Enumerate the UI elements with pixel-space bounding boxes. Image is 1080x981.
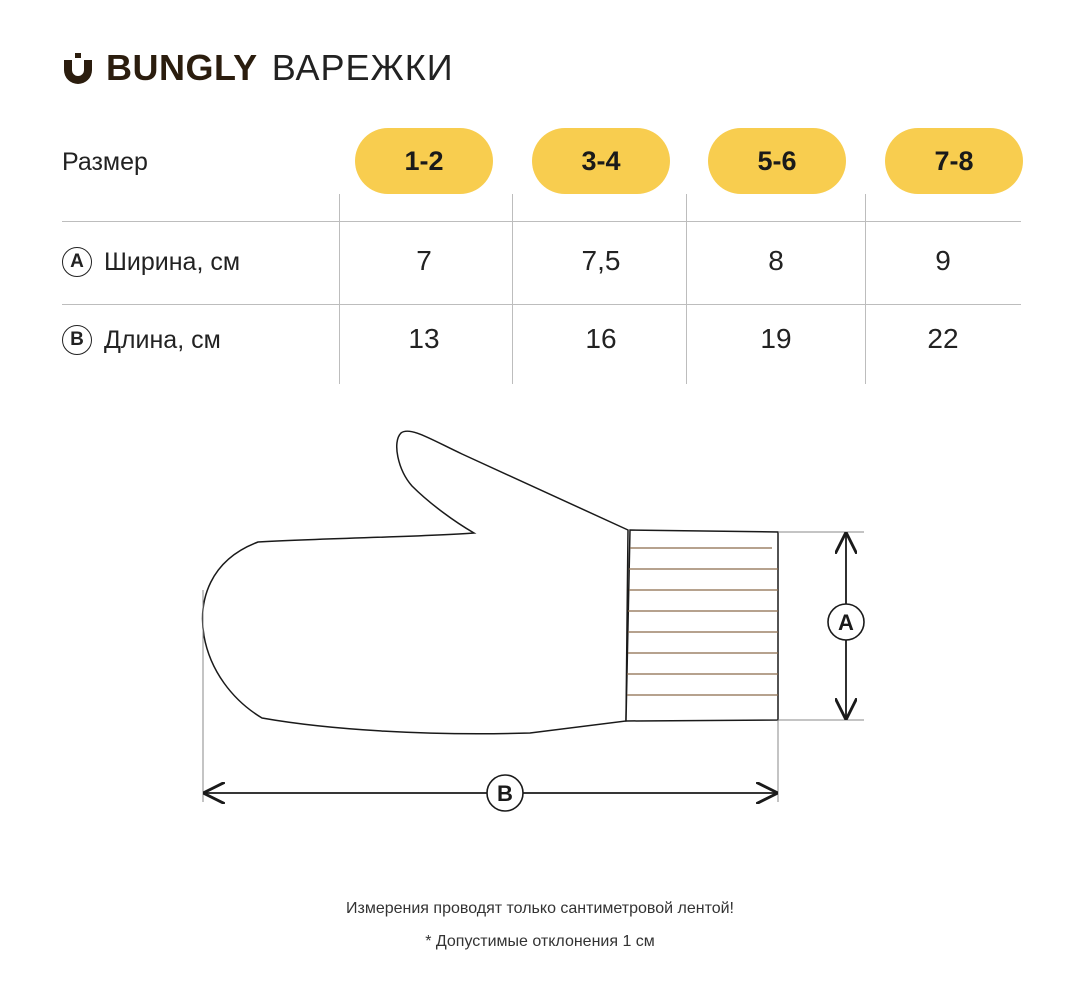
badge-b: B — [62, 325, 92, 355]
table-cell: 7,5 — [581, 245, 621, 276]
table-cell: 8 — [768, 245, 784, 276]
table-cell: 19 — [760, 323, 792, 354]
table-cell: 22 — [927, 323, 959, 354]
header — [60, 40, 454, 96]
size-pill-4: 7-8 — [885, 128, 1023, 194]
table-row-width-label — [62, 247, 240, 277]
mitten-diagram — [0, 400, 1080, 840]
smile-logo-icon — [60, 50, 96, 86]
table-divider-middle — [62, 304, 1021, 305]
size-pill-3: 5-6 — [708, 128, 846, 194]
size-pill-1: 1-2 — [355, 128, 493, 194]
table-cell: 7 — [416, 245, 432, 276]
size-pill-2: 3-4 — [532, 128, 670, 194]
measurement-note: Измерения проводят только сантиметровой лентой! — [346, 900, 734, 917]
mitten-outline — [203, 431, 628, 734]
badge-a: A — [62, 247, 92, 277]
table-row-length-label — [62, 325, 221, 355]
mitten-cuff — [626, 530, 778, 721]
table-column-divider — [512, 194, 513, 384]
row-label-text: Ширина, см — [104, 247, 241, 276]
brand-name: BUNGLY — [106, 47, 258, 88]
table-column-divider — [339, 194, 340, 384]
table-column-divider — [865, 194, 866, 384]
width-marker-label: A — [838, 610, 854, 635]
table-cell: 13 — [408, 323, 440, 354]
table-cell: 9 — [935, 245, 951, 276]
table-cell: 16 — [585, 323, 617, 354]
tolerance-note: * Допустимые отклонения 1 см — [425, 933, 655, 950]
size-header-label: Размер — [62, 148, 148, 176]
table-column-divider — [686, 194, 687, 384]
row-label-text: Длина, см — [104, 325, 221, 354]
length-marker-label: B — [497, 781, 513, 806]
product-title: ВАРЕЖКИ — [271, 47, 454, 88]
table-divider-top — [62, 221, 1021, 222]
